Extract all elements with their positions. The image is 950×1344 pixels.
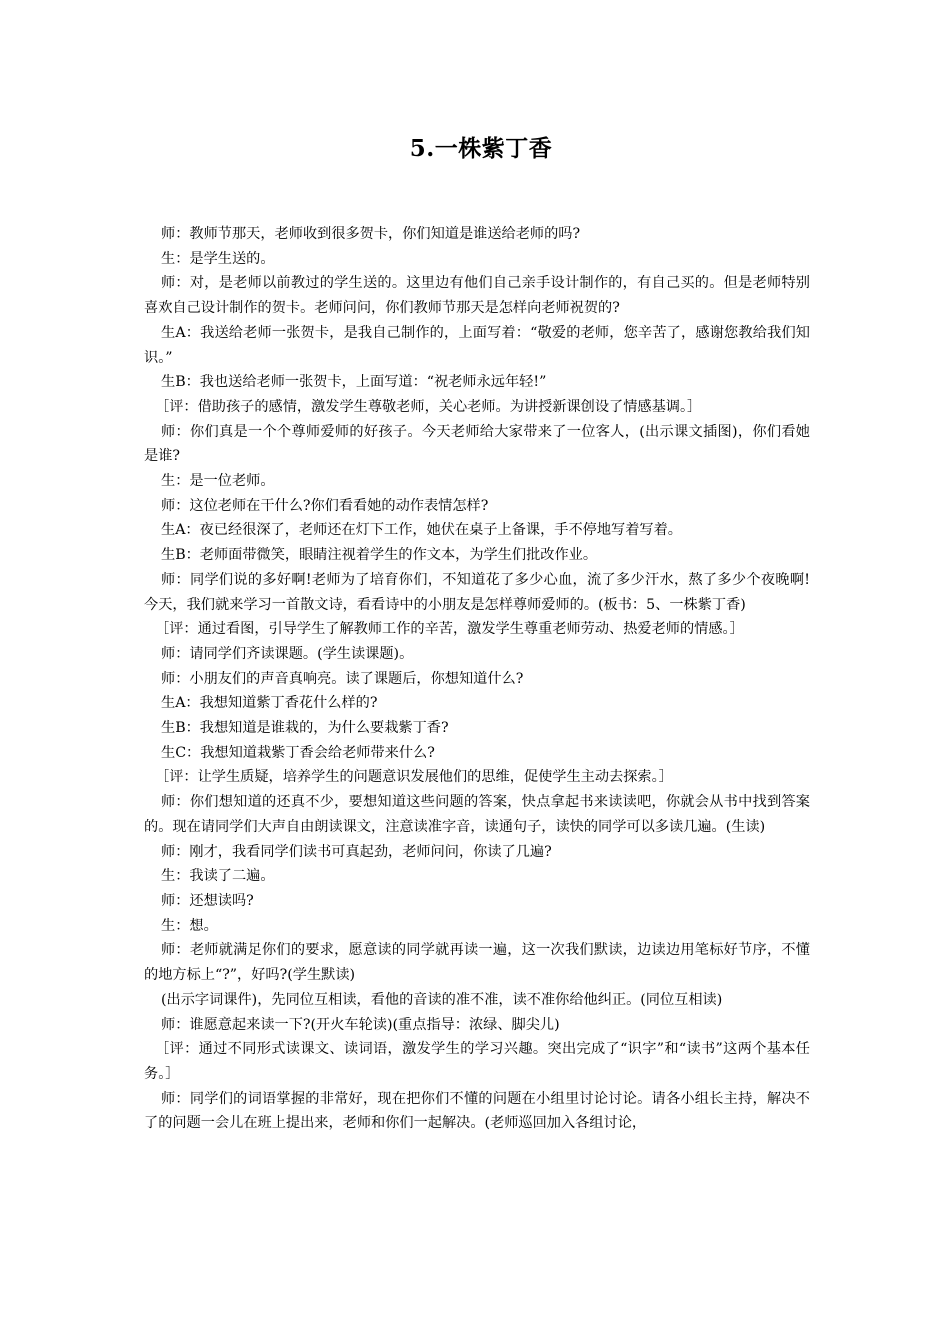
document-body bbox=[144, 222, 810, 1136]
dialogue-paragraph: 师：同学们说的多好啊!老师为了培育你们，不知道花了多少心血，流了多少汗水，熬了多少个夜晚啊!今天，我们就来学习一首散文诗，看看诗中的小朋友是怎样尊师爱师的。(板书：5、一株紫丁香) bbox=[144, 571, 810, 613]
dialogue-paragraph: 师：教师节那天，老师收到很多贺卡，你们知道是谁送给老师的吗? bbox=[161, 226, 581, 242]
dialogue-paragraph: 生A：我想知道紫丁香花什么样的? bbox=[161, 695, 378, 712]
dialogue-paragraph: 生：是一位老师。 bbox=[161, 473, 275, 490]
dialogue-paragraph: 生B：我也送给老师一张贺卡，上面写道：“祝老师永远年轻!” bbox=[161, 374, 547, 391]
dialogue-paragraph: 生B：我想知道是谁栽的，为什么要栽紫丁香? bbox=[161, 720, 449, 737]
dialogue-paragraph: 师：请同学们齐读课题。(学生读课题)。 bbox=[161, 645, 414, 662]
comment-paragraph: ［评：让学生质疑，培养学生的问题意识发展他们的思维，促使学生主动去探索。］ bbox=[155, 769, 673, 786]
dialogue-paragraph: 生：我读了二遍。 bbox=[161, 868, 275, 885]
dialogue-paragraph: 生：想。 bbox=[161, 917, 218, 934]
dialogue-paragraph: 师：小朋友们的声音真响亮。读了课题后，你想知道什么? bbox=[161, 670, 524, 687]
comment-paragraph: ［评：通过看图，引导学生了解教师工作的辛苦，激发学生尊重老师劳动、热爱老师的情感。］ bbox=[155, 621, 744, 638]
dialogue-paragraph: 师：谁愿意起来读一下?(开火车轮读)(重点指导：浓绿、脚尖儿) bbox=[161, 1016, 560, 1033]
comment-paragraph: ［评：通过不同形式读课文、读词语，激发学生的学习兴趣。突出完成了“识字”和“读书”这两个基本任务。］ bbox=[144, 1041, 810, 1082]
dialogue-paragraph: 师：同学们的词语掌握的非常好，现在把你们不懂的问题在小组里讨论讨论。请各小组长主持，解决不了的问题一会儿在班上提出来，老师和你们一起解决。(老师巡回加入各组讨论， bbox=[144, 1090, 810, 1132]
dialogue-paragraph: 生B：老师面带微笑，眼睛注视着学生的作文本，为学生们批改作业。 bbox=[161, 547, 598, 564]
dialogue-paragraph: (出示字词课件)，先同位互相读，看他的音读的准不准，读不准你给他纠正。(同位互相读) bbox=[161, 991, 723, 1008]
dialogue-paragraph: 生A：夜已经很深了，老师还在灯下工作，她伏在桌子上备课，手不停地写着写着。 bbox=[161, 522, 682, 539]
dialogue-paragraph: 师：对，是老师以前教过的学生送的。这里边有他们自己亲手设计制作的，有自己买的。但是老师特别喜欢自己设计制作的贺卡。老师问问，你们教师节那天是怎样向老师祝贺的? bbox=[144, 275, 810, 317]
dialogue-paragraph: 师：刚才，我看同学们读书可真起劲，老师问问，你读了几遍? bbox=[161, 843, 552, 860]
dialogue-paragraph: 师：你们真是一个个尊师爱师的好孩子。今天老师给大家带来了一位客人，(出示课文插图)，你们看她是谁? bbox=[144, 423, 810, 465]
dialogue-paragraph: 师：你们想知道的还真不少，要想知道这些问题的答案，快点拿起书来读读吧，你就会从书中找到答案的。现在请同学们大声自由朗读课文，注意读准字音，读通句子，读快的同学可以多读几遍。(生读) bbox=[144, 794, 810, 835]
comment-paragraph: ［评：借助孩子的感情，激发学生尊敬老师，关心老师。为讲授新课创设了情感基调。］ bbox=[155, 398, 702, 415]
dialogue-paragraph: 师：这位老师在干什么?你们看看她的动作表情怎样? bbox=[161, 497, 489, 514]
document-title: 5.一株紫丁香 bbox=[409, 135, 553, 162]
dialogue-paragraph: 生C：我想知道栽紫丁香会给老师带来什么? bbox=[161, 744, 435, 761]
dialogue-paragraph: 师：还想读吗? bbox=[161, 892, 254, 909]
dialogue-paragraph: 生A：我送给老师一张贺卡，是我自己制作的，上面写着：“敬爱的老师，您辛苦了，感谢您教给我们知识。” bbox=[144, 324, 810, 366]
dialogue-paragraph: 师：老师就满足你们的要求，愿意读的同学就再读一遍，这一次我们默读，边读边用笔标好节序，不懂的地方标上“?”，好吗?(学生默读) bbox=[144, 942, 810, 984]
dialogue-paragraph: 生：是学生送的。 bbox=[161, 250, 275, 267]
